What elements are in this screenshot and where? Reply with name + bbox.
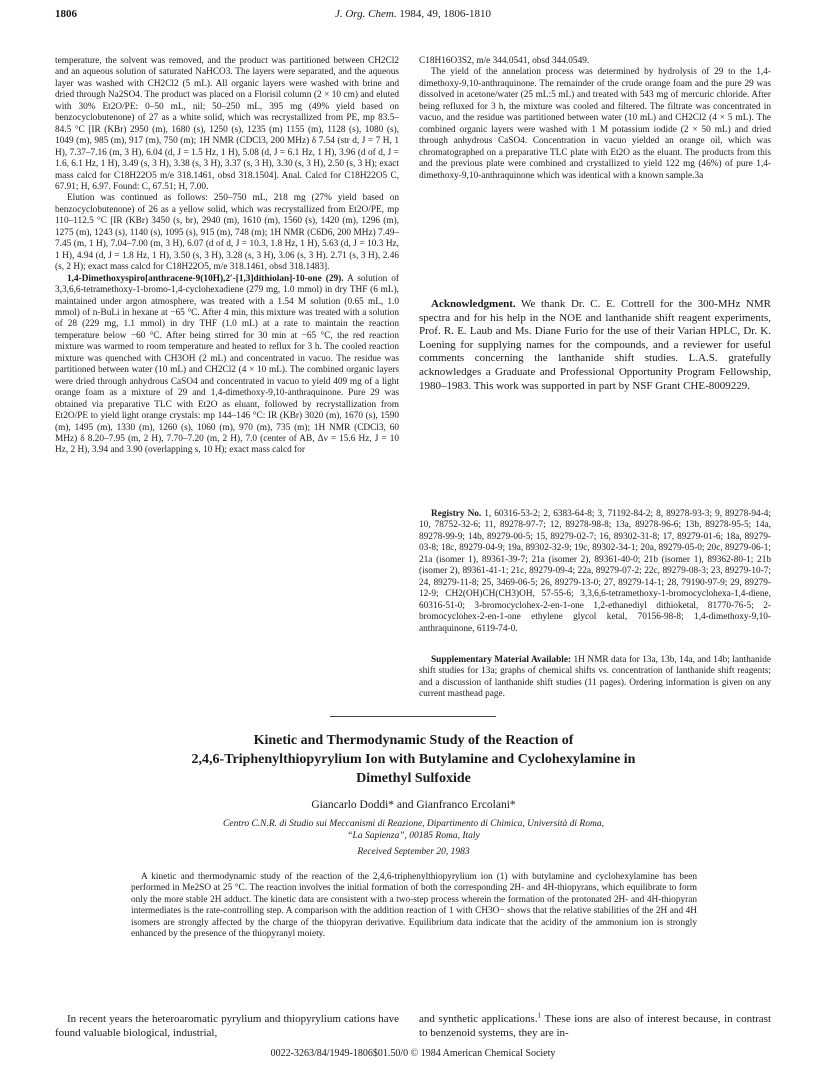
affiliation-line-2: “La Sapienza”, 00185 Roma, Italy	[347, 831, 480, 841]
registry-body: 1, 60316-53-2; 2, 6383-64-8; 3, 71192-84-2; 8, 89278-93-3; 9, 89278-94-4; 10, 78752-32-6; 11, 89278-97-7; 12, 89278-98-8; 13a, 89278-96-6; 13b, 89278-95-5; 14a, 89278-99-9; 14b, 89279-00-5; 15, 89279-02-7; 16, 89302-31-8; 17, 89279-01-6; 18a, 89279-03-8; 18c, 89279-04-9; 19a, 89302-32-9; 19c, 89302-34-1; 20a, 89279-05-0; 20c, 89279-06-1; 21a (isomer 1), 89361-39-7; 21a (isomer 2), 89361-40-0; 21b (isomer 1), 89362-80-1; 21b (isomer 2), 89361-41-1; 21c, 89279-09-4; 22a, 89279-07-2; 22c, 89279-08-3; 23, 89279-10-7; 24, 89279-11-8; 25, 3469-06-5; 26, 89279-13-0; 27, 89279-14-1; 28, 79190-97-9; 29, 89279-12-9; CH2(OH)CH(CH3)OH, 57-55-6; 3,3,6,6-tetramethoxy-1-bromocyclohexa-1,4-diene, 60316-51-0; 3-bromocyclohex-2-en-1-one 1,2-ethanediyl dithioketal, 81770-76-5; 2-bromocyclohex-2-en-1-one ethylene glycol ketal, 70156-98-8; 1,4-dimethoxy-9,10-anthraquinone, 6119-74-0.	[419, 509, 772, 634]
affiliation-line-1: Centro C.N.R. di Studio sui Meccanismi di Reazione, Dipartimento di Chimica, Università di Roma,	[223, 819, 604, 829]
title-line-1: Kinetic and Thermodynamic Study of the Reaction of	[253, 733, 574, 748]
reference-1-marker: 1	[537, 1011, 542, 1020]
running-header	[55, 8, 771, 24]
article-separator-rule	[330, 716, 496, 717]
article-authors: Giancarlo Doddi* and Gianfranco Ercolani*	[311, 799, 516, 811]
annelation-yield-paragraph: The yield of the annelation process was determined by hydrolysis of 29 to the 1,4-dimethoxy-9,10-anthraquinone. The remainder of the crude orange foam and the pure 29 was dissolved in acetone/water (25 mL:5 mL) and treated with 543 mg of mercuric chloride. After being refluxed for 3 h, the mixture was cooled and filtered. The filtrate was concentrated in vacuo, and the residue was partitioned between water (10 mL) and CH2Cl2 (4 × 5 mL). The combined organic layers were washed with 1 M potassium iodide (2 × 50 mL) and dried through anhydrous CaSO4. Concentration in vacuo yielded an orange oil, which was chromatographed on a preparative TLC plate with Et2O as the eluant. The products from this and the previous plate were combined and crystallized to yield 122 mg (46%) of pure 1,4-dimethoxy-9,10-anthraquinone which was identical with a known sample.3a	[419, 67, 771, 181]
right-column	[419, 56, 771, 182]
intro-right-text-b: These ions are also of interest because, in contrast to benzenoid systems, they are in-	[419, 1013, 772, 1039]
journal-year-volume: 1984, 49, 1806-1810	[399, 8, 492, 20]
acknowledgment-heading: Acknowledgment.	[431, 298, 516, 310]
registry-numbers	[419, 509, 771, 635]
introduction-right	[419, 1013, 771, 1040]
registry-heading: Registry No.	[431, 509, 482, 519]
acknowledgment-body: We thank Dr. C. E. Cottrell for the 300-MHz NMR spectra and for his help in the NOE and lanthanide shift reagent experiments, Prof. R. E. Laub and Ms. Diane Furio for the use of their Varian HPLC, Dr. K. Loening for supplying names for the compounds, and a reviewer for useful comments concerning the lanthanide shift studies. L.A.S. gratefully acknowledges a Graduate and Professional Opportunity Program Fellowship, 1980–1983. This work was supported in part by NSF Grant CHE-8009229.	[419, 298, 771, 392]
title-line-2: 2,4,6-Triphenylthiopyrylium Ion with Butylamine and Cyclohexylamine in	[191, 752, 636, 767]
left-column	[55, 56, 399, 457]
introduction-left: In recent years the heteroaromatic pyrylium and thiopyrylium cations have found valuable biological, industrial,	[55, 1013, 399, 1039]
article-title	[100, 731, 727, 788]
compound-29-procedure: A solution of 3,3,6,6-tetramethoxy-1-bromo-1,4-cyclohexadiene (279 mg, 1.0 mmol) in dry THF (6 mL), maintained under argon atmosphere, was treated with a 1.54 M solution (0.65 mL, 1.0 mmol) of n-BuLi in hexane at −65 °C. After 4 min, this mixture was treated with a solution of 28 (229 mg, 1.1 mmol) in dry THF (1.0 mL) at a rate to maintain the reaction temperature below −60 °C. After being stirred for 30 min at −65 °C, the red reaction mixture was warmed to room temperature and heated to reflux for 3 h. The cooled reaction mixture was quenched with CH3OH (2 mL) and concentrated in vacuo. The residue was partitioned between water (10 mL) and CH2Cl2 (4 × 10 mL). The combined organic layers were dried through anhydrous CaSO4 and concentrated in vacuo to yield 409 mg of a light orange foam as a mixture of 29 and 1,4-dimethoxy-9,10-anthraquinone. Pure 29 was obtained via preparative TLC with Et2O as eluant, followed by recrystallization from Et2O/PE to yield light orange crystals: mp 144–146 °C: IR (KBr) 3020 (m), 1670 (s), 1590 (m), 1495 (m), 1330 (m), 1260 (s), 1060 (m), 970 (m), 735 (m); 1H NMR (CDCl3, 60 MHz) δ 8.20–7.95 (m, 2 H), 7.70–7.20 (m, 2 H), 7.0 (center of AB, Δν = 15.6 Hz, J = 10 Hz, 2 H), 3.94 and 3.90 (overlapping s, 10 H); exact mass calcd for	[55, 273, 399, 456]
author-affiliation	[120, 818, 707, 842]
received-date: Received September 20, 1983	[357, 847, 470, 857]
experimental-paragraph-1: temperature, the solvent was removed, and the product was partitioned between CH2Cl2 and an aqueous solution of saturated NaHCO3. The layers were separated, and the aqueous layer was washed with CH2Cl2 (5 mL). All organic layers were washed with brine and dried through Na2SO4. The product was placed on a Florisil column (2 × 10 cm) and eluted with 30% Et2O/PE: 0–50 mL, nil; 50–250 mL, 395 mg (49% yield based on benzocyclobutenone) of 27 as a white solid, which was recrystallized from PE, mp 83.5–84.5 °C [IR (KBr) 2950 (m), 1680 (s), 1250 (s), 1235 (m) 1155 (m), 1128 (s), 1080 (s), 1049 (m), 985 (m), 917 (m), 750 (m); 1H NMR (CDCl3, 200 MHz) δ 7.54 (str d, J = 7 H, 1 H), 7.37–7.16 (m, 3 H), 6.04 (d, J = 1.5 Hz, 1 H), 5.08 (d, J = 6.1 Hz, 1 H), 3.96 (d of d, J = 1.6, 6.1 Hz, 1 H), 3.49 (s, 3 H), 3.38 (s, 3 H), 3.37 (s, 3 H), 3.30 (s, 3 H), 2.50 (s, 3 H); exact mass calcd for C18H22O5 m/e 318.1461, obsd 318.1504]. Anal. Calcd for C18H22O5 C, 67.91; H, 6.97. Found: C, 67.51; H, 7.00.	[55, 56, 399, 192]
journal-citation	[55, 8, 771, 20]
supplementary-heading: Supplementary Material Available:	[431, 655, 572, 665]
experimental-paragraph-2: Elution was continued as follows: 250–750 mL, 218 mg (27% yield based on benzocyclobutenone) of 26 as a yellow solid, which was recrystallized from Et2O/PE, mp 110–112.5 °C [IR (KBr) 3450 (s, br), 2940 (m), 1610 (m), 1560 (s), 1420 (m), 1296 (m), 1275 (m), 1243 (s), 1140 (s), 1095 (s), 915 (m), 748 (m); 1H NMR (C6D6, 200 MHz) 7.49–7.45 (m, 1 H), 7.04–7.00 (m, 3 H), 6.07 (d of d, J = 10.3, 1.8 Hz, 1 H), 5.63 (d, J = 10.3 Hz, 1 H), 4.94 (d, J = 1.8 Hz, 1 H), 3.50 (s, 3 H), 3.28 (s, 3 H), 3.06 (s, 3 H). 2.71 (s, 3 H), 2.46 (s, 2 H); exact mass calcd for C18H22O5, m/e 318.1461, obsd 318.1483].	[55, 193, 399, 273]
journal-name: J. Org. Chem.	[334, 8, 397, 20]
supplementary-material	[419, 655, 771, 701]
page-number: 1806	[55, 8, 77, 20]
experimental-paragraph-3	[55, 274, 399, 457]
intro-right-text-a: and synthetic applications.	[419, 1013, 538, 1025]
title-line-3: Dimethyl Sulfoxide	[356, 771, 471, 786]
acknowledgment	[419, 298, 771, 393]
compound-29-heading: 1,4-Dimethoxyspiro[anthracene-9(10H),2′-[1,3]dithiolan]-10-one (29).	[67, 273, 344, 284]
copyright-footer: 0022-3263/84/1949-1806$01.50/0 © 1984 American Chemical Society	[270, 1048, 556, 1059]
abstract: A kinetic and thermodynamic study of the reaction of the 2,4,6-triphenylthiopyrylium ion (1) with butylamine and cyclohexylamine has been performed in Me2SO at 25 °C. The reaction involves the initial formation of both the corresponding 2H- and 4H-thiopyrans, which equilibrate to form only the more stable 2H adduct. The kinetic data are consistent with a two-step process wherein the formation of the protonated 2H- and 4H-thiopyran intermediates is the rate-controlling step. A comparison with the addition reaction of 1 with CH3O− shows that the relative stabilities of the 2H and 4H isomers are strongly affected by the charge of the thiopyran derivative. Equilibrium data indicate that the acidity of the ammonium ion is strongly enhanced by the presence of the thiopyranyl moiety.	[131, 872, 697, 940]
exact-mass-line: C18H16O3S2, m/e 344.0541, obsd 344.0549.	[419, 56, 590, 66]
supplementary-body: 1H NMR data for 13a, 13b, 14a, and 14b; lanthanide shift studies for 13a; graphs of chemical shifts vs. concentration of lanthanide shift reagents; and a discussion of lanthanide shift studies (11 pages). Ordering information is given on any current masthead page.	[419, 655, 771, 700]
